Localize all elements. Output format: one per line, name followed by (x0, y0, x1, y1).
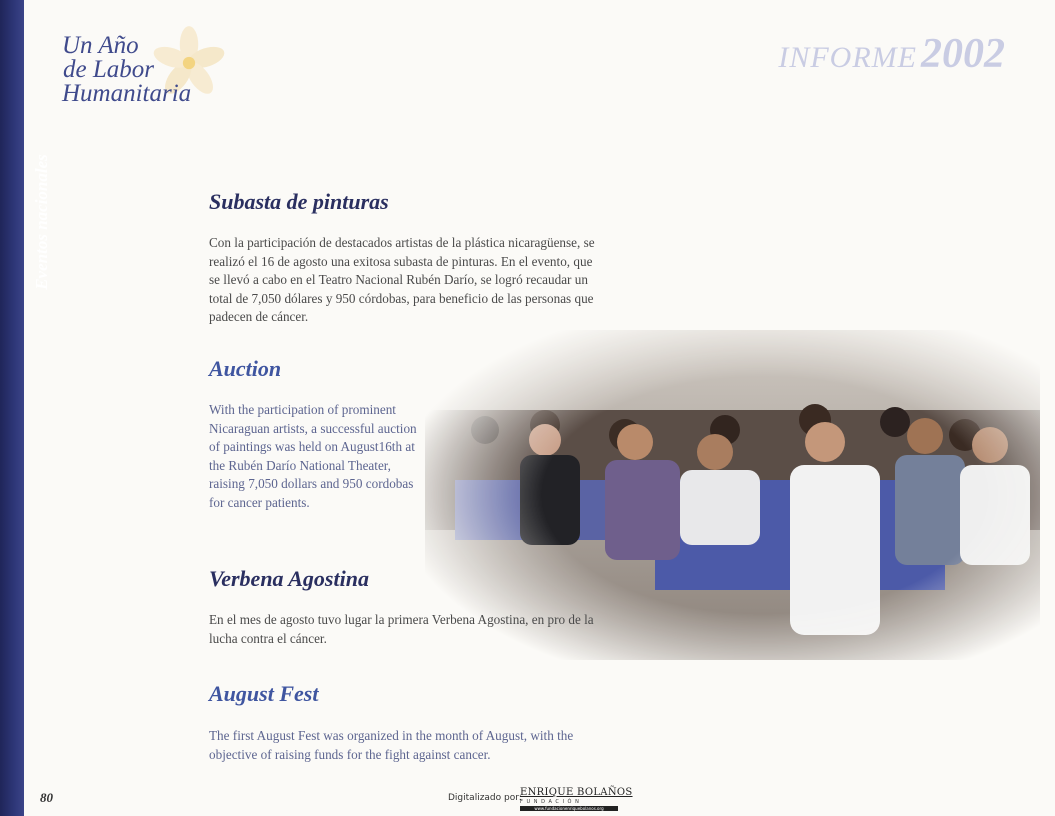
section-title-verbena: Verbena Agostina (209, 566, 369, 591)
foundation-url: www.fundacionenriquebolanos.org (520, 806, 618, 811)
report-word: INFORME (778, 41, 917, 74)
logo-line-1: Un Año (62, 32, 139, 59)
report-year: 2002 (921, 31, 1005, 77)
section-body-subasta: Con la participación de destacados artistas de la plástica nicaragüense, se realizó el 16 de agosto una exitosa subasta de pinturas. En el evento, que se llevó a cabo en el Teatro Nacional Rubén Darío, se logró recaudar un total de 7,050 dólares y 950 córdobas, para beneficio de las personas que padecen de cáncer. (209, 235, 595, 324)
section-body-verbena: En el mes de agosto tuvo lugar la primera Verbena Agostina, en pro de la lucha contra el cáncer. (209, 612, 594, 646)
section-body-august-fest: The first August Fest was organized in the month of August, with the objective of raising funds for the fight against cancer. (209, 728, 574, 762)
section-body-auction: With the participation of prominent Nicaraguan artists, a successful auction of paintings was held on August16th at the Rubén Darío National Theater, raising 7,050 dollars and 950 cordobas for cancer patients. (209, 402, 417, 510)
digitized-credit: Digitalizado por: (448, 793, 522, 803)
foundation-name: ENRIQUE BOLAÑOS (520, 787, 633, 798)
foundation-subtitle: FUNDACIÓN (520, 799, 583, 805)
page-number: 80 (40, 790, 53, 805)
foundation-logo (520, 787, 633, 811)
section-title-auction: Auction (209, 356, 282, 381)
section-title-subasta: Subasta de pinturas (209, 189, 389, 214)
logo-line-2: de Labor (63, 56, 154, 83)
logo-line-3: Humanitaria (62, 80, 192, 107)
section-label: Eventos nacionales (32, 154, 51, 290)
report-title (778, 30, 1005, 78)
campaign-logo (62, 34, 191, 106)
section-title-august-fest: August Fest (209, 681, 319, 706)
